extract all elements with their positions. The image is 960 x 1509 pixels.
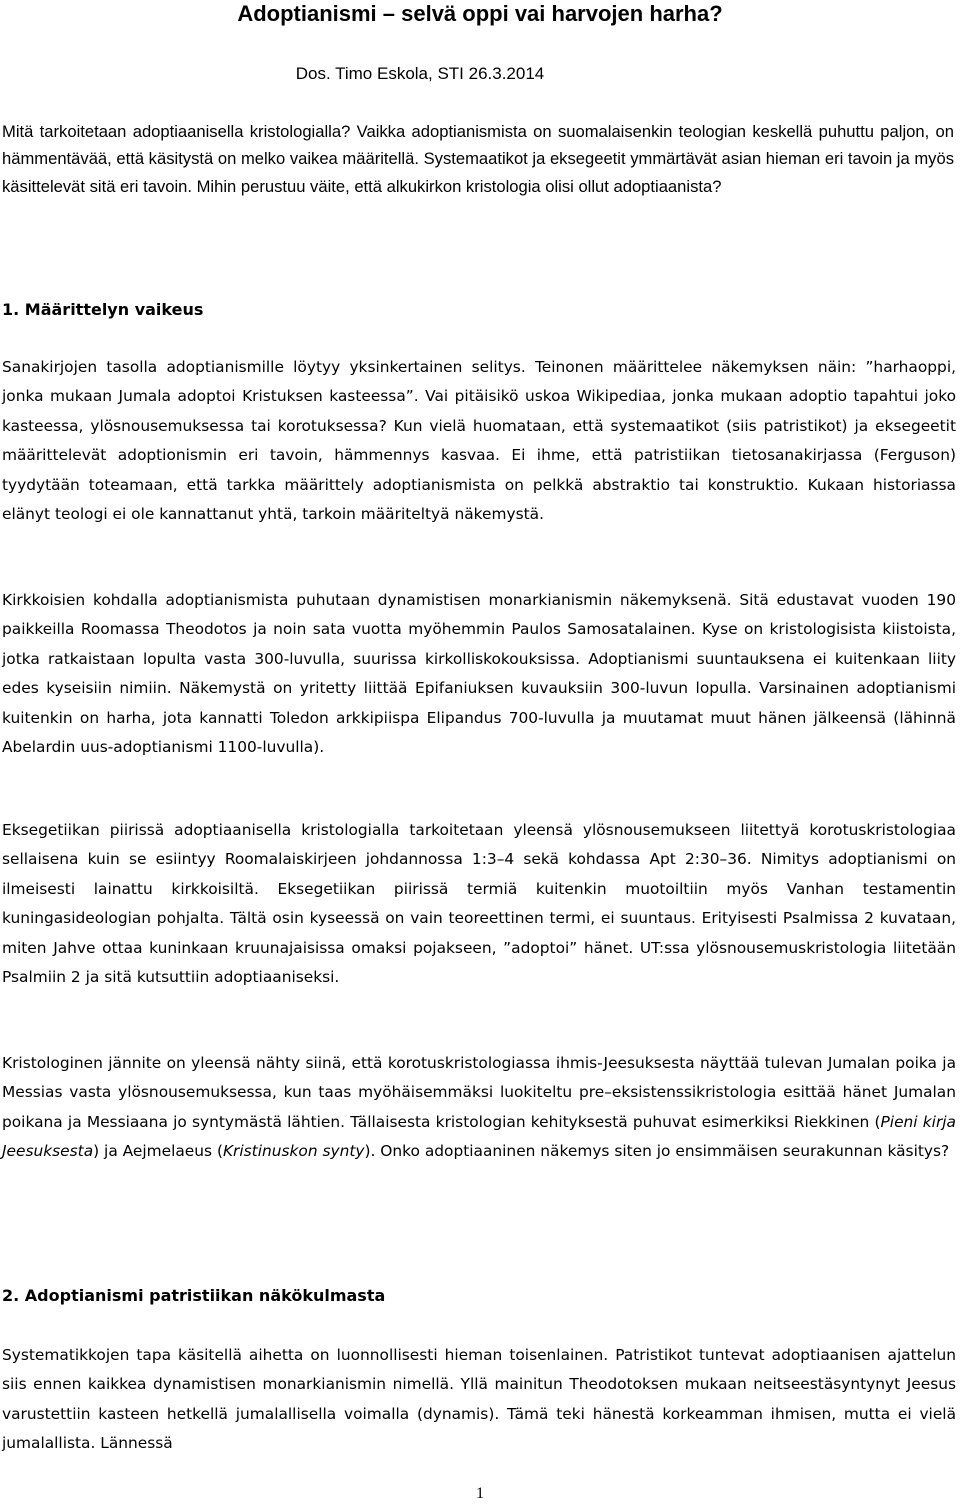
section-1-paragraph-4 (2, 1049, 956, 1167)
cited-work-title: Pieni kirja Jeesuksesta (2, 1112, 956, 1161)
section-2-paragraph-1: Systematikkojen tapa käsitellä aihetta on luonnollisesti hieman toisenlainen. Patristikot tuntevat adoptiaanisen ajattelun siis ennen kaikkea dynamistisen monarkianismin nimellä. Yllä mainitun Theodotoksen mukaan neitseestäsyntynyt Jeesus varustettiin kasteen hetkellä jumalallisella voimalla (dynamis). Tämä teki hänestä korkeamman ihmisen, mutta ei vielä jumalallista. Lännessä (2, 1346, 956, 1453)
document-title: Adoptianismi – selvä oppi vai harvojen harha? (237, 1, 723, 26)
intro-paragraph: Mitä tarkoitetaan adoptiaanisella kristologialla? Vaikka adoptianismista on suomalaisenkin teologian keskellä puhuttu paljon, on hämmentävää, että käsitystä on melko vaikea määritellä. Systemaatikot ja eksegeetit ymmärtävät asian hieman eri tavoin ja myös käsittelevät sitä eri tavoin. Mihin perustuu väite, että alkukirkon kristologia olisi ollut adoptiaanista? (2, 122, 954, 196)
section-1-paragraph-1: Sanakirjojen tasolla adoptianismille löytyy yksinkertainen selitys. Teinonen määrittelee näkemyksen näin: ”harhaoppi, jonka mukaan Jumala adoptoi Kristuksen kasteessa”. Vai pitäisikö uskoa Wikipediaa, jonka mukaan adoptio tapahtui joko kasteessa, ylösnousemuksessa tai korotuksessa? Kun vielä huomataan, että systemaatikot (siis patristikot) ja eksegeetit määrittelevät adoptionismin eri tavoin, hämmennys kasvaa. Ei ihme, että patristiikan tietosanakirjassa (Ferguson) tyydytään toteamaan, että tarkka määrittely adoptianismista on pelkkä abstraktio tai konstruktio. Kukaan historiassa elänyt teologi ei ole kannattanut yhtä, tarkoin määriteltyä näkemystä. (2, 358, 956, 524)
paragraph-text: ) ja Aejmelaeus ( (93, 1142, 223, 1161)
section-1-heading: 1. Määrittelyn vaikeus (2, 300, 204, 319)
author-line: Dos. Timo Eskola, STI 26.3.2014 (295, 64, 545, 83)
cited-work-title: Kristinuskon synty (222, 1142, 365, 1161)
section-2-heading: 2. Adoptianismi patristiikan näkökulmasta (2, 1286, 386, 1305)
page-number: 1 (476, 1485, 484, 1502)
paragraph-text: ). Onko adoptiaaninen näkemys siten jo ensimmäisen seurakunnan käsitys? (364, 1142, 950, 1161)
section-1-paragraph-3: Eksegetiikan piirissä adoptiaanisella kristologialla tarkoitetaan yleensä ylösnousemukseen liitettyä korotuskristologiaa sellaisena kuin se esiintyy Roomalaiskirjeen johdannossa 1:3–4 sekä kohdassa Apt 2:30–36. Nimitys adoptianismi on ilmeisesti lainattu kirkkoisiltä. Eksegetiikan piirissä termiä kuitenkin muotoiltiin myös Vanhan testamentin kuningasideologian pohjalta. Tältä osin kyseessä on vain teoreettinen termi, ei suuntaus. Erityisesti Psalmissa 2 kuvataan, miten Jahve ottaa kuninkaan kruunajaisissa omaksi pojakseen, ”adoptoi” hänet. UT:ssa ylösnousemuskristologia liitetään Psalmiin 2 ja sitä kutsuttiin adoptiaaniseksi. (2, 821, 956, 987)
paragraph-text: Kristologinen jännite on yleensä nähty siinä, että korotuskristologiassa ihmis-Jeesuksesta näyttää tulevan Jumalan poika ja Messias vasta ylösnousemuksessa, kun taas myöhäisemmäksi luokiteltu pre–eksistenssikristologia esittää hänet Jumalan poikana ja Messiaana jo syntymästä lähtien. Tällaisesta kristologian kehityksestä puhuvat esimerkiksi Riekkinen ( (2, 1054, 956, 1131)
section-1-paragraph-2: Kirkkoisien kohdalla adoptianismista puhutaan dynamistisen monarkianismin näkemyksenä. Sitä edustavat vuoden 190 paikkeilla Roomassa Theodotos ja noin sata vuotta myöhemmin Paulos Samosatalainen. Kyse on kristologisista kiistoista, jotka ratkaistaan lopulta vasta 300-luvulla, suurissa kirkolliskokouksissa. Adoptianismi suuntauksena ei kuitenkaan liity edes kyseisiin nimiin. Näkemystä on yritetty liittää Epifaniuksen kuvauksiin 300-luvun lopulla. Varsinainen adoptianismi kuitenkin on harha, jota kannatti Toledon arkkipiispa Elipandus 700-luvulla ja muutamat muut hänen jälkeensä (lähinnä Abelardin uus-adoptianismi 1100-luvulla). (2, 591, 956, 757)
